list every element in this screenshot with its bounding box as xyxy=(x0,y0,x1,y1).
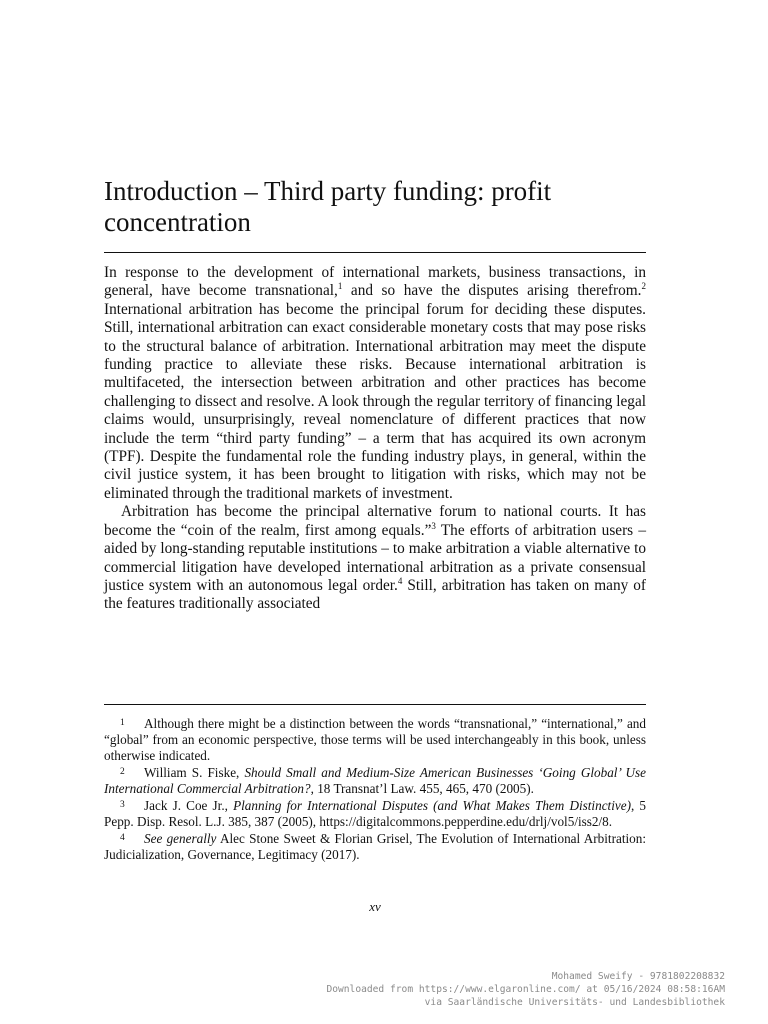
watermark-line: via Saarländische Universitäts- und Landesbibliothek xyxy=(424,997,725,1008)
watermark-line: Downloaded from https://www.elgaronline.com/ at 05/16/2024 08:58:16AM xyxy=(326,984,725,995)
footnote-number: 2 xyxy=(120,767,125,777)
text-run: In response to the development of international markets, business transactions, in general, have become transnational, xyxy=(104,264,646,300)
footnote xyxy=(104,764,646,797)
footnote-ref[interactable]: 3 xyxy=(431,520,436,531)
footnote-number: 4 xyxy=(120,833,125,843)
footnote-number: 1 xyxy=(120,718,125,728)
footnote-text: Jack J. Coe Jr., xyxy=(144,798,234,813)
footnote-text: Although there might be a distinction between the words “transnational,” “international,” and “global” from an economic perspective, those terms will be used interchangeably in this book, unless otherwise indicated. xyxy=(104,716,646,763)
paragraph xyxy=(104,503,646,613)
footnote-text: Alec Stone Sweet & Florian Grisel, The Evolution of International Arbitration: Judicialization, Governance, Legitimacy (2017). xyxy=(104,831,646,862)
footnote-ref[interactable]: 4 xyxy=(397,575,403,586)
footnote-ref[interactable]: 2 xyxy=(641,281,646,292)
text-run: Arbitration has become the principal alternative forum to national courts. It has become the “coin of the realm, first among equals.” xyxy=(104,503,646,539)
download-watermark xyxy=(326,970,725,1009)
paragraph xyxy=(104,264,646,503)
footnote-ref[interactable]: 1 xyxy=(337,281,343,292)
watermark-line: Mohamed Sweify - 9781802208832 xyxy=(551,971,725,982)
footnote xyxy=(104,715,646,764)
footnote xyxy=(104,797,646,830)
text-run: Still, arbitration has taken on many of the features traditionally associated xyxy=(104,576,647,613)
text-run: and so have the disputes arising therefrom. xyxy=(342,282,642,300)
title-rule xyxy=(104,252,646,253)
footnote-signal: See generally xyxy=(144,831,217,846)
text-run: The efforts of arbitration users – aided by long-standing reputable institutions – to make arbitration a viable alternative to commercial litigation have developed international arbitration as a private consensual justice system with an autonomous legal order. xyxy=(104,521,647,594)
footnote-rule xyxy=(104,704,646,705)
footnote-citation-title: Planning for International Disputes (and What Makes Them Distinctive) xyxy=(233,798,631,813)
footnote-text: , 18 Transnat’l Law. 455, 465, 470 (2005). xyxy=(310,781,534,796)
body-text xyxy=(104,264,646,614)
footnote xyxy=(104,830,646,863)
footnotes xyxy=(104,715,646,863)
footnote-text: William S. Fiske, xyxy=(144,765,245,780)
footnote-citation-title: Should Small and Medium-Size American Businesses ‘Going Global’ Use International Commercial Arbitration? xyxy=(104,765,646,796)
text-run: International arbitration has become the principal forum for deciding these disputes. Still, international arbitration can exact considerable monetary costs that may pose risks to the structural balance of arbitration. International arbitration may meet the dispute funding practice to alleviate these risks. Because international arbitration is multifaceted, the intersection between arbitration and other practices has become challenging to dissect and resolve. A look through the regular territory of financing legal claims would, unsurprisingly, reveal nomenclature of different practices that now include the term “third party funding” – a term that has acquired its own acronym (TPF). Despite the fundamental role the funding industry plays, in general, within the civil justice system, it has been brought to litigation with risks, which may not be eliminated through the traditional markets of investment. xyxy=(104,300,646,502)
footnote-number: 3 xyxy=(120,800,125,810)
page xyxy=(104,0,646,1024)
footnote-text[interactable]: , 5 Pepp. Disp. Resol. L.J. 385, 387 (2005), https://digitalcommons.pepperdine.edu/drlj/vol5/iss2/8. xyxy=(104,798,647,829)
chapter-title: Introduction – Third party funding: profit concentration xyxy=(104,176,552,237)
page-number: xv xyxy=(369,899,381,914)
